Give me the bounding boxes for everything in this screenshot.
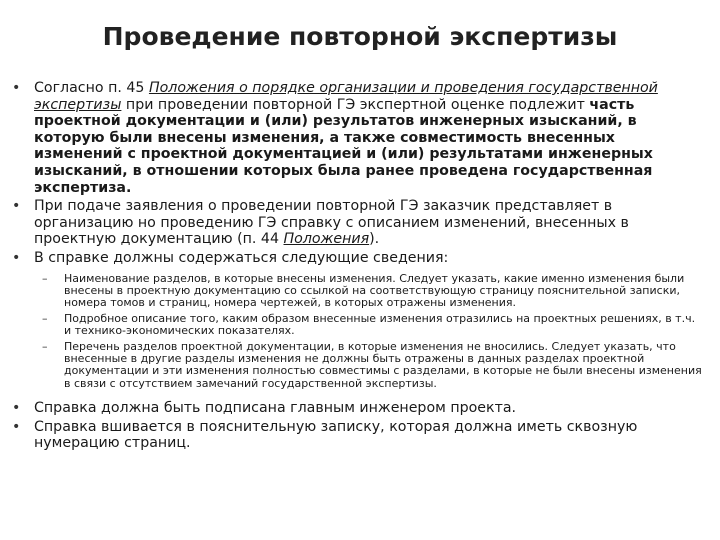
bullet-text: При подаче заявления о проведении повторной ГЭ заказчик представляет в организацию но проведению ГЭ справку с описанием изменений, внесенных в проектную документацию (п. 44 — [34, 198, 629, 248]
bullet-item — [12, 419, 702, 452]
slide-title: Проведение повторной экспертизы — [102, 22, 618, 51]
regulation-link[interactable]: Положения о порядке организации и проведения государственной экспертизы — [34, 80, 658, 113]
slide-content — [12, 80, 702, 454]
sub-bullet-item: – Наименование разделов, в которые внесены изменения. Следует указать, какие именно изменения были внесены в проектную документацию со ссылкой на соответствующую страницу пояснительной записки, номера томов и страниц, номера чертежей, в которых отражены изменения. — [42, 273, 702, 310]
bullet-item — [12, 400, 702, 417]
bullet-text: Справка должна быть подписана главным инженером проекта. — [34, 400, 517, 417]
bullet-text: при проведении повторной ГЭ экспертной оценке подлежит — [121, 96, 590, 113]
bullet-item — [12, 80, 702, 196]
sub-bullet-item: – Подробное описание того, каким образом внесенные изменения отразились на проектных решениях, в т.ч. и технико-экономических показателях. — [42, 313, 702, 338]
bullet-item — [12, 250, 702, 267]
bullet-text: В справке должны содержаться следующие сведения: — [34, 249, 449, 266]
regulation-link[interactable]: Положения — [283, 231, 370, 248]
bullet-text: Справка вшивается в пояснительную записку, которая должна иметь сквозную нумерацию страниц. — [34, 418, 638, 452]
bullet-item — [12, 198, 702, 248]
sub-bullet-item: – Перечень разделов проектной документации, в которые изменения не вносились. Следует указать, что внесенные в другие разделы изменения не должны быть отражены в данных разделах проектной документации и эти изменения полностью совместимы с разделами, в которые не были внесены изменения в связи с отсутствием замечаний государственной экспертизы. — [42, 341, 702, 391]
sub-bullet-list — [42, 273, 702, 391]
bullet-text: Согласно п. 45 — [34, 80, 149, 96]
bullet-bold-text: часть проектной документации и (или) результатов инженерных изысканий, в которую были внесены изменения, а также совместимость внесенных изменений с проектной документацией и (или) результатами инженерных изысканий, в отношении которых была ранее проведена государственная экспертиза. — [34, 96, 653, 196]
bullet-text: ). — [369, 231, 380, 248]
